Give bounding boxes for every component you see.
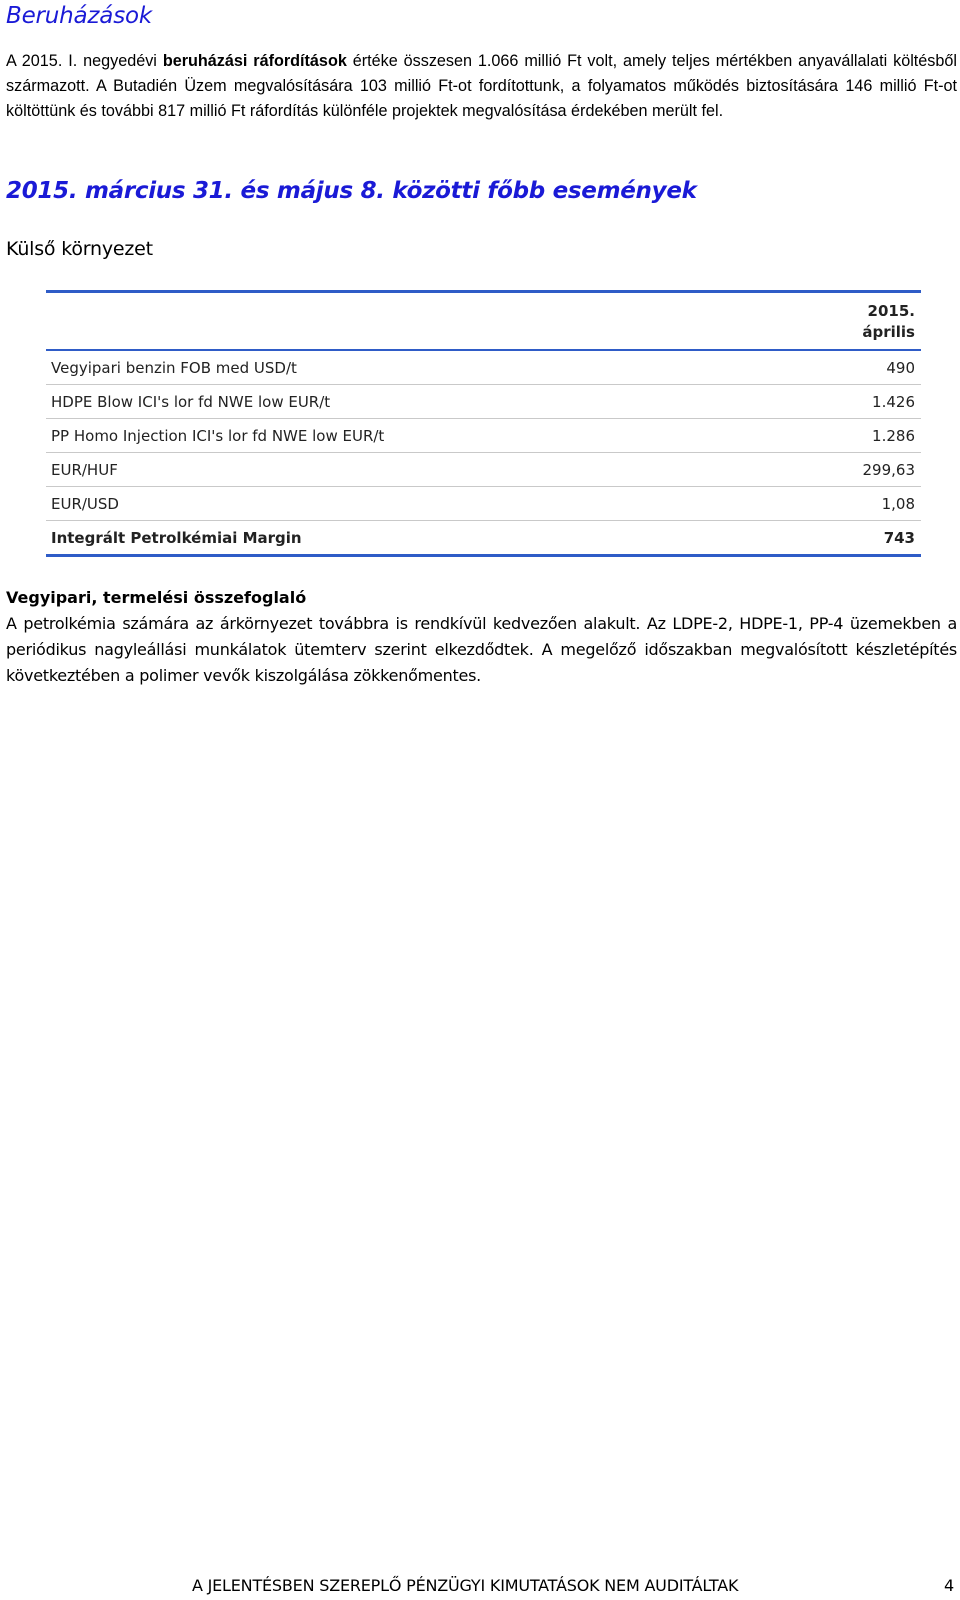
total-value: 743 [883, 529, 915, 547]
row-value: 1.426 [872, 393, 915, 411]
market-table [46, 290, 921, 557]
subsection-title: Külső környezet [6, 238, 153, 260]
row-value: 1,08 [881, 495, 915, 513]
events-title: 2015. március 31. és május 8. közötti főbb események [6, 178, 697, 204]
page-footer [192, 1576, 960, 1595]
table-row [46, 351, 921, 385]
table-row [46, 453, 921, 487]
intro-paragraph [6, 49, 957, 124]
page-number: 4 [944, 1576, 954, 1595]
table-total-row [46, 521, 921, 557]
total-label: Integrált Petrolkémiai Margin [51, 529, 302, 547]
row-label: EUR/HUF [51, 461, 118, 479]
row-label: PP Homo Injection ICI's lor fd NWE low EUR/t [51, 427, 385, 445]
summary-paragraph: A petrolkémia számára az árkörnyezet továbbra is rendkívül kedvezően alakult. Az LDPE-2, HDPE-1, PP-4 üzemekben a periódikus nagyleállási munkálatok ütemterv szerint elkezdődtek. A megelőző időszakban megvalósított készletépítés következtében a polimer vevők kiszolgálása zökkenőmentes. [6, 614, 957, 685]
section-title: Beruházások [6, 3, 152, 29]
row-value: 490 [886, 359, 915, 377]
row-label: Vegyipari benzin FOB med USD/t [51, 359, 297, 377]
table-row [46, 487, 921, 521]
intro-bold-text: beruházási ráfordítások [162, 52, 347, 70]
footer-text: A JELENTÉSBEN SZEREPLŐ PÉNZÜGYI KIMUTATÁSOK NEM AUDITÁLTAK [192, 1576, 739, 1595]
row-label: HDPE Blow ICI's lor fd NWE low EUR/t [51, 393, 331, 411]
row-value: 1.286 [872, 427, 915, 445]
intro-text-2: értéke összesen 1.066 millió Ft volt, amely teljes mértékben anyavállalati költésből származott. A Butadién Üzem megvalósítására 103 millió Ft-ot fordítottunk, a folyamatos működés biztosítására 146 millió Ft-ot költöttünk és további 817 millió Ft ráfordítás különféle projektek megvalósítása érdekében merült fel. [6, 52, 957, 120]
row-value: 299,63 [862, 461, 915, 479]
table-row [46, 385, 921, 419]
row-label: EUR/USD [51, 495, 119, 513]
header-year: 2015. [867, 302, 915, 320]
intro-text-1: A 2015. I. negyedévi [6, 52, 163, 70]
table-header [46, 293, 921, 351]
table-header-period [862, 301, 915, 343]
summary-title: Vegyipari, termelési összefoglaló [6, 588, 307, 607]
header-month: április [862, 323, 915, 341]
table-row [46, 419, 921, 453]
